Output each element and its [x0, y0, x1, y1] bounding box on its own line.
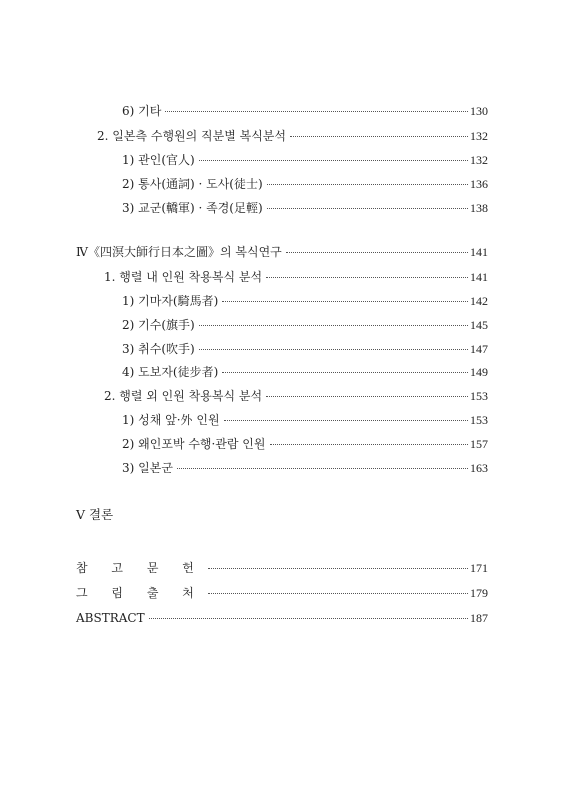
toc-entry-label: 3) 교군(轎軍) · 족경(足輕) — [122, 201, 263, 215]
toc-entry — [97, 129, 488, 143]
toc-entry-label: 2. 행렬 외 인원 착용복식 분석 — [104, 389, 263, 403]
toc-entry-page: 138 — [470, 201, 488, 215]
toc-entry — [122, 153, 488, 167]
dot-leader — [177, 468, 468, 469]
dot-leader — [208, 568, 468, 569]
toc-back-matter — [76, 611, 488, 625]
toc-entry-page: 147 — [470, 342, 488, 356]
toc-entry-label: 1) 관인(官人) — [122, 153, 195, 167]
toc-entry-label: Ⅳ《四溟大師行日本之圖》의 복식연구 — [76, 245, 282, 259]
toc-entry-page: 153 — [470, 413, 488, 427]
dot-leader — [222, 301, 468, 302]
dot-leader — [266, 277, 468, 278]
toc-chapter-heading: Ⅴ 결론 — [76, 507, 114, 522]
toc-entry — [122, 365, 488, 379]
toc-entry-label: 4) 도보자(徒步者) — [122, 365, 219, 379]
toc-entry-label: 그 림 출 처 — [76, 586, 204, 600]
toc-back-matter — [76, 561, 488, 575]
toc-entry-label: 2) 통사(通詞) · 도사(徒士) — [122, 177, 263, 191]
toc-entry — [122, 294, 488, 308]
toc-entry-page: 163 — [470, 461, 488, 475]
dot-leader — [199, 349, 468, 350]
dot-leader — [286, 252, 468, 253]
dot-leader — [270, 444, 469, 445]
toc-entry-label: 1) 기마자(騎馬者) — [122, 294, 219, 308]
toc-entry-label: ABSTRACT — [76, 611, 145, 625]
toc-entry-page: 145 — [470, 318, 488, 332]
toc-entry-label: 6) 기타 — [122, 104, 162, 118]
dot-leader — [208, 593, 468, 594]
dot-leader — [149, 618, 468, 619]
toc-entry-page: 153 — [470, 389, 488, 403]
dot-leader — [222, 372, 468, 373]
toc-entry-label: 1. 행렬 내 인원 착용복식 분석 — [104, 270, 263, 284]
toc-entry — [122, 201, 488, 215]
toc-chapter — [76, 245, 488, 259]
toc-entry — [122, 342, 488, 356]
toc-entry-label: 3) 취수(吹手) — [122, 342, 195, 356]
toc-entry-page: 141 — [470, 270, 488, 284]
toc-entry-page: 149 — [470, 365, 488, 379]
toc-entry — [122, 318, 488, 332]
toc-entry — [122, 104, 488, 118]
toc-entry — [104, 270, 488, 284]
dot-leader — [266, 396, 468, 397]
toc-entry — [122, 413, 488, 427]
dot-leader — [224, 420, 468, 421]
toc-entry-label: 3) 일본군 — [122, 461, 173, 475]
toc-entry-page: 142 — [470, 294, 488, 308]
toc-entry-page: 157 — [470, 437, 488, 451]
toc-entry — [104, 389, 488, 403]
toc-entry-page: 132 — [470, 129, 488, 143]
toc-entry-label: 2) 왜인포박 수행·관람 인원 — [122, 437, 266, 451]
dot-leader — [199, 160, 468, 161]
toc-entry — [122, 437, 488, 451]
dot-leader — [267, 208, 468, 209]
toc-entry — [122, 177, 488, 191]
toc-entry-label: 1) 성채 앞·外 인원 — [122, 413, 220, 427]
dot-leader — [290, 136, 468, 137]
toc-entry-label: 2. 일본측 수행원의 직분별 복식분석 — [97, 129, 286, 143]
dot-leader — [267, 184, 468, 185]
toc-entry-label: 참 고 문 헌 — [76, 561, 204, 575]
toc-entry-page: 141 — [470, 245, 488, 259]
toc-entry-page: 187 — [470, 611, 488, 625]
toc-entry-page: 130 — [470, 104, 488, 118]
toc-back-matter — [76, 586, 488, 600]
toc-entry-page: 171 — [470, 561, 488, 575]
toc-entry-page: 179 — [470, 586, 488, 600]
toc-entry-page: 136 — [470, 177, 488, 191]
toc-entry — [122, 461, 488, 475]
toc-entry-page: 132 — [470, 153, 488, 167]
dot-leader — [165, 111, 468, 112]
toc-entry-label: 2) 기수(旗手) — [122, 318, 195, 332]
dot-leader — [199, 325, 468, 326]
